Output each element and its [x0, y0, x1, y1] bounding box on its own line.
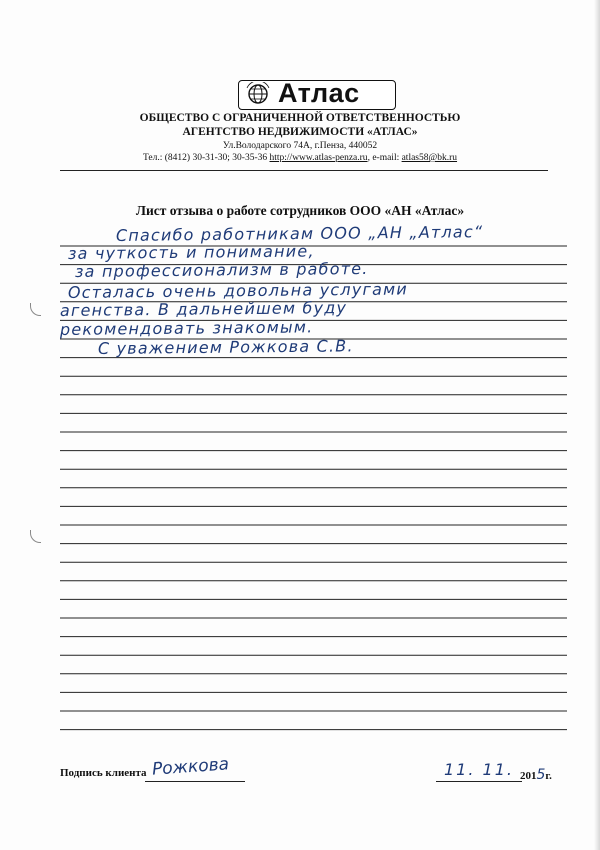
handwritten-line: Осталась очень довольна услугами	[67, 279, 409, 302]
logo-wordmark: Атлас	[278, 78, 360, 108]
company-name: ОБЩЕСТВО С ОГРАНИЧЕННОЙ ОТВЕТСТВЕННОСТЬЮ	[139, 112, 461, 124]
website-link[interactable]: http://www.atlas-penza.ru	[269, 153, 368, 163]
signature-line	[145, 781, 245, 782]
handwritten-line: Спасибо работникам ООО „АН „Атлас“	[115, 222, 484, 245]
year-handwritten: 5	[536, 767, 546, 783]
handwritten-line: за чуткость и понимание,	[67, 241, 315, 263]
signature-label: Подпись клиента	[60, 767, 147, 779]
year-prefix: 201	[520, 770, 537, 782]
address: Ул.Володарского 74А, г.Пенза, 440052	[222, 141, 378, 151]
year-suffix: г.	[545, 770, 552, 782]
phone: Тел.: (8412) 30-31-30; 30-35-36	[142, 153, 268, 163]
handwritten-line: рекомендовать знакомым.	[59, 317, 314, 339]
handwritten-line: за профессионализм в работе.	[74, 258, 369, 281]
date-year	[520, 767, 552, 783]
date-line	[436, 781, 522, 782]
agency-name: АГЕНТСТВО НЕДВИЖИМОСТИ «АТЛАС»	[182, 126, 418, 138]
handwritten-line: агенства. В дальнейшем буду	[59, 297, 348, 320]
client-signature: Рожкова	[151, 754, 230, 780]
date-handwritten: 11. 11.	[444, 760, 514, 779]
form-title: Лист отзыва о работе сотрудников ООО «АН «Атлас»	[135, 203, 465, 218]
email-label: , e-mail:	[367, 153, 402, 163]
email-link[interactable]: atlas58@bk.ru	[401, 153, 458, 163]
handwritten-line: С уважением Рожкова С.В.	[97, 336, 354, 358]
